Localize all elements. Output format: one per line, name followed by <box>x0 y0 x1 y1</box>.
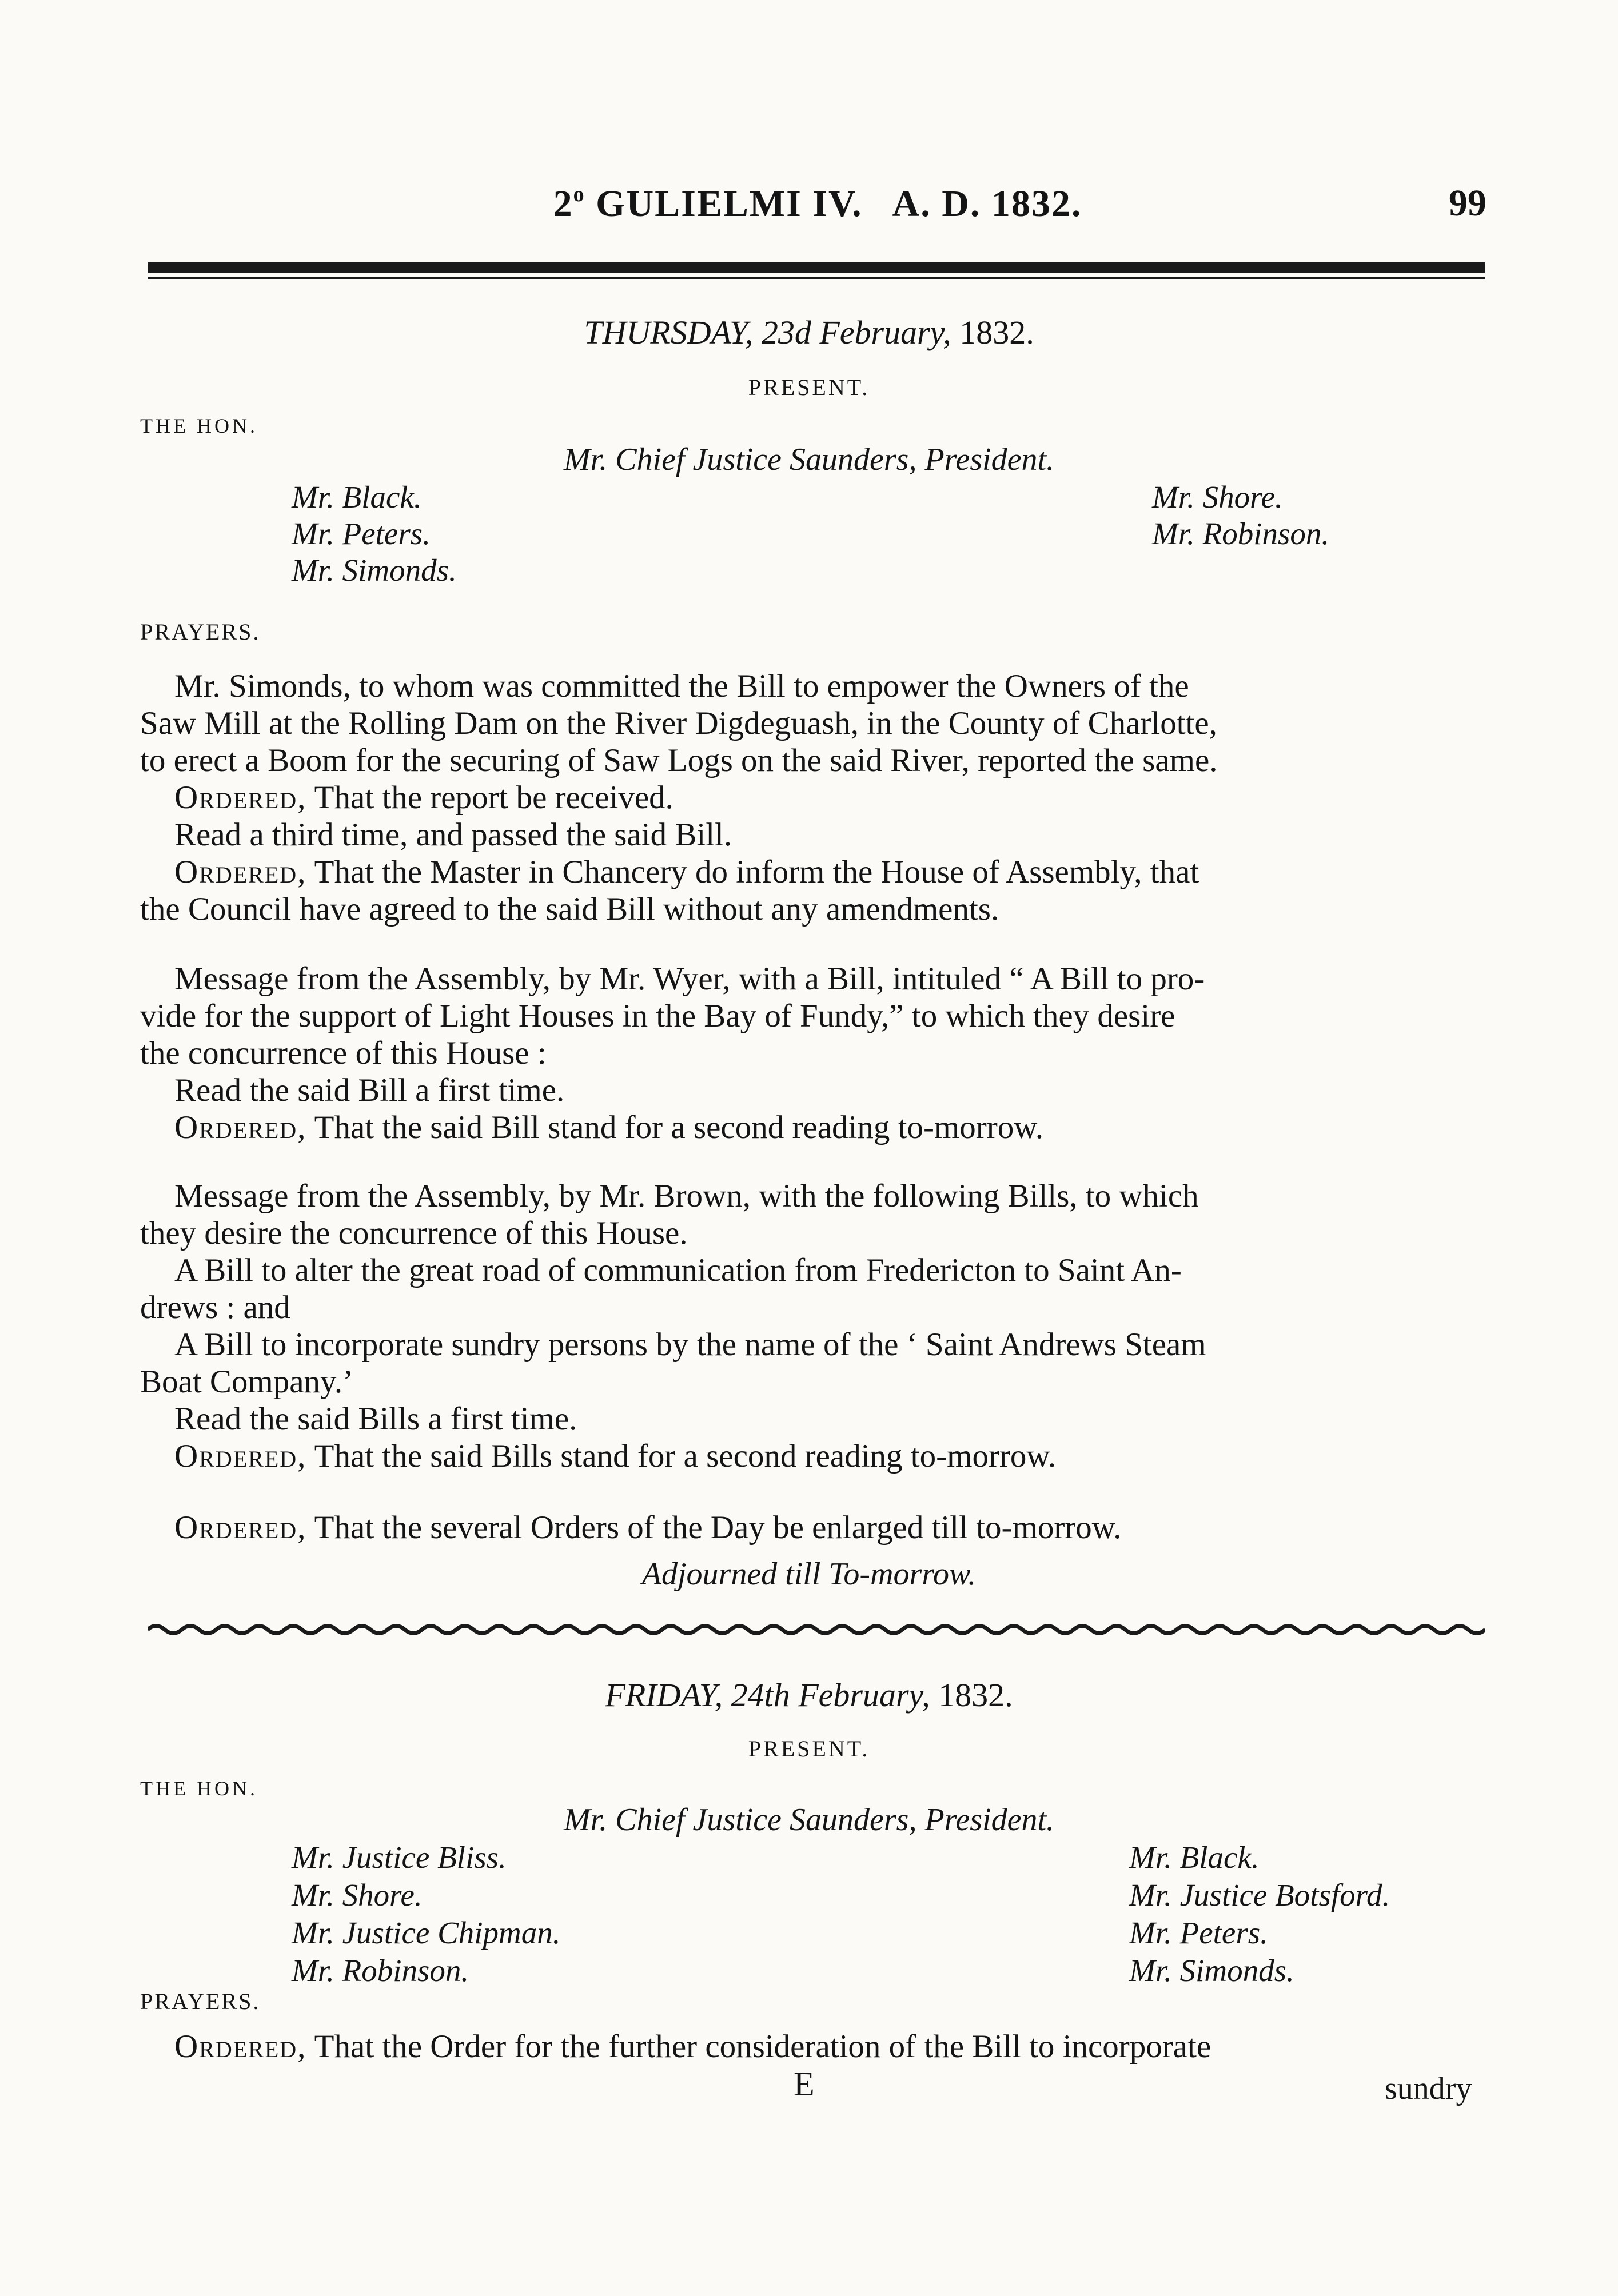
header-rule-thin <box>148 277 1485 279</box>
member-right-1: Mr. Black. <box>1129 1840 1260 1875</box>
wavy-divider <box>148 1621 1485 1638</box>
present-heading-2: PRESENT. <box>748 1736 870 1762</box>
paragraph-orders-enlarged: Ordered, That the several Orders of the Day be enlarged till to-morrow. <box>174 1510 1122 1546</box>
prayers-label: PRAYERS. <box>140 619 261 645</box>
running-head <box>149 182 1487 233</box>
member-left-1: Mr. Justice Bliss. <box>292 1840 507 1875</box>
catchword: sundry <box>1385 2071 1472 2106</box>
page-number: 99 <box>1449 182 1487 224</box>
member-right-3: Mr. Peters. <box>1129 1915 1268 1950</box>
member-right-2: Mr. Robinson. <box>1152 516 1330 551</box>
paragraph-order-further-consideration: Ordered, That the Order for the further consideration of the Bill to incorporate <box>174 2029 1211 2065</box>
regnal-year-heading: 2$^o$ GULIELMI IV. A. D. 1832. <box>553 182 1082 225</box>
president-line-2: Mr. Chief Justice Saunders, President. <box>563 1802 1055 1838</box>
member-left-1: Mr. Black. <box>292 480 422 514</box>
member-left-3: Mr. Justice Chipman. <box>292 1915 561 1950</box>
member-right-4: Mr. Simonds. <box>1129 1953 1294 1988</box>
header-rule <box>148 262 1485 273</box>
president-line: Mr. Chief Justice Saunders, President. <box>563 442 1055 477</box>
the-hon-label-2: THE HON. <box>140 1777 258 1800</box>
present-heading: PRESENT. <box>748 374 870 400</box>
the-hon-label: THE HON. <box>140 414 258 437</box>
paragraph-bill-report: Mr. Simonds, to whom was committed the Bill to empower the Owners of the Saw Mill at the Rolling Dam on the River Digdeguash, in the County of Charlotte, to erect a Boom for the securing of Saw Logs on the said River, reported the same. Ordered, That the report be received. Read a third time, and passed the said Bill. Ordered, That the Master in Chancery do inform the House of Assembly, that the Council have agreed to the said Bill without any amendments. <box>140 668 1218 927</box>
member-right-1: Mr. Shore. <box>1152 480 1283 514</box>
sitting-date-heading: THURSDAY, 23d February, 1832. <box>584 314 1034 351</box>
prayers-label-2: PRAYERS. <box>140 1988 261 2014</box>
member-left-3: Mr. Simonds. <box>292 553 457 588</box>
paragraph-brown-message: Message from the Assembly, by Mr. Brown, with the following Bills, to which they desire the concurrence of this House. A Bill to alter the great road of communication from Fredericton to Saint An- drews : and A Bill to incorporate sundry persons by the name of the ‘ Saint Andrews Steam Boat Company.’ Read the said Bills a first time. Ordered, That the said Bills stand for a second reading to-morrow. <box>140 1178 1206 1474</box>
sitting-date-heading-2: FRIDAY, 24th February, 1832. <box>605 1676 1013 1714</box>
paragraph-light-houses-message: Message from the Assembly, by Mr. Wyer, with a Bill, intituled “ A Bill to pro- vide for the support of Light Houses in the Bay of Fundy,” to which they desire the concurrence of this House : Read the said Bill a first time. Ordered, That the said Bill stand for a second reading to-morrow. <box>140 961 1205 1145</box>
member-left-2: Mr. Peters. <box>292 516 431 551</box>
adjourned-line: Adjourned till To-morrow. <box>641 1556 977 1592</box>
signature-mark: E <box>794 2065 815 2103</box>
member-right-2: Mr. Justice Botsford. <box>1129 1878 1390 1912</box>
member-left-2: Mr. Shore. <box>292 1878 423 1912</box>
member-left-4: Mr. Robinson. <box>292 1953 469 1988</box>
